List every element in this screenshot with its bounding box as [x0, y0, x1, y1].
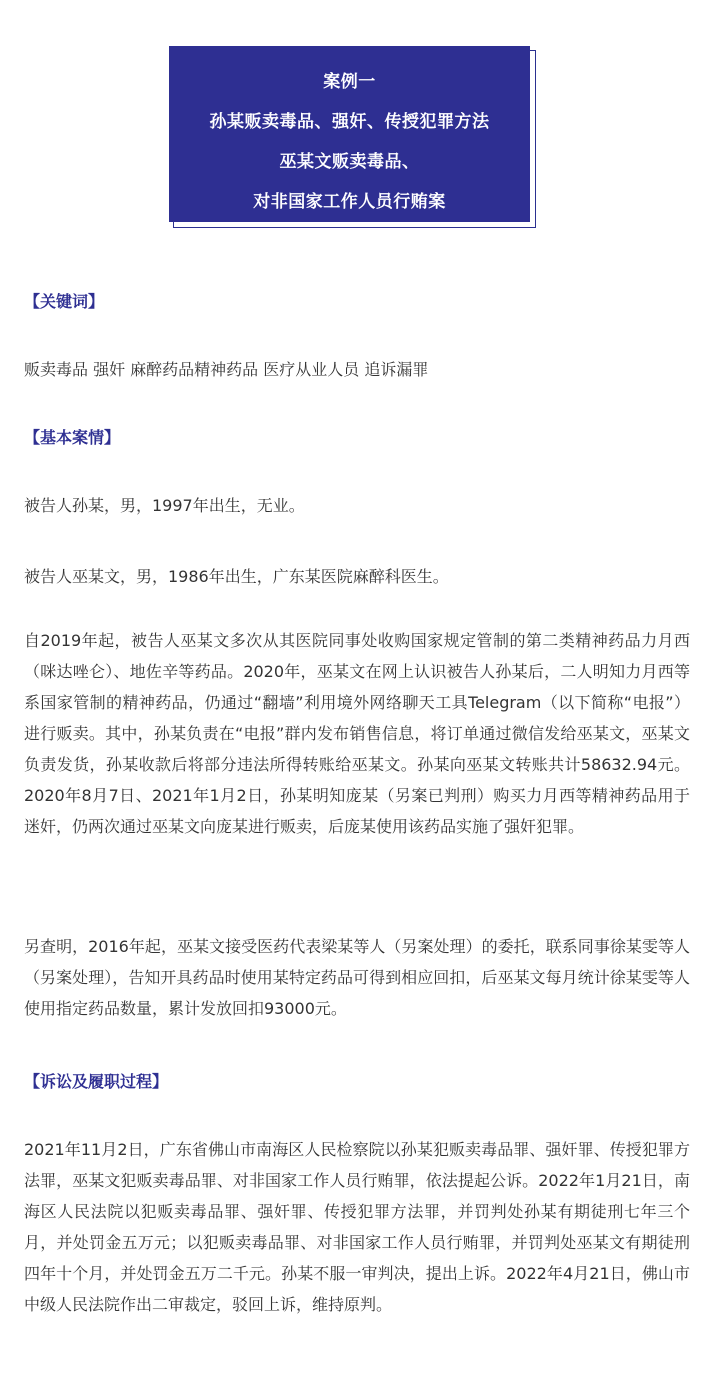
case-title-line-4: 对非国家工作人员行贿案 — [253, 192, 446, 212]
case-title-box — [169, 46, 532, 224]
keywords-text: 贩卖毒品 强奸 麻醉药品精神药品 医疗从业人员 追诉漏罪 — [24, 360, 429, 379]
litigation-paragraph: 2021年11月2日，广东省佛山市南海区人民检察院以孙某犯贩卖毒品罪、强奸罪、传授犯罪方法罪，巫某文犯贩卖毒品罪、对非国家工作人员行贿罪，依法提起公诉。2022年1月21日，南海区人民法院以犯贩卖毒品罪、强奸罪、传授犯罪方法罪，并罚判处孙某有期徒刑七年三个月，并处罚金五万元；以犯贩卖毒品罪、对非国家工作人员行贿罪，并罚判处巫某文有期徒刑四年十个月，并处罚金五万二千元。孙某不服一审判决，提出上诉。2022年4月21日，佛山市中级人民法院作出二审裁定，驳回上诉，维持原判。 — [24, 1140, 690, 1314]
defendant-sun-paragraph: 被告人孙某，男，1997年出生，无业。 — [24, 496, 305, 515]
case-number: 案例一 — [323, 72, 376, 92]
case-title-line-2: 孙某贩卖毒品、强奸、传授犯罪方法 — [209, 112, 490, 132]
litigation-heading: 【诉讼及履职过程】 — [24, 1072, 169, 1091]
basic-facts-heading: 【基本案情】 — [24, 428, 121, 447]
additional-facts-paragraph: 另查明，2016年起，巫某文接受医药代表梁某等人（另案处理）的委托，联系同事徐某雯等人（另案处理），告知开具药品时使用某特定药品可得到相应回扣，后巫某文每月统计徐某雯等人使用指定药品数量，累计发放回扣93000元。 — [24, 937, 690, 1018]
defendant-wu-paragraph: 被告人巫某文，男，1986年出生，广东某医院麻醉科医生。 — [24, 567, 449, 586]
case-title — [169, 46, 530, 222]
case-title-line-3: 巫某文贩卖毒品、 — [279, 152, 420, 172]
keywords-heading: 【关键词】 — [24, 292, 105, 311]
facts-paragraph: 自2019年起，被告人巫某文多次从其医院同事处收购国家规定管制的第二类精神药品力月西（咪达唑仑）、地佐辛等药品。2020年，巫某文在网上认识被告人孙某后，二人明知力月西等系国家管制的精神药品，仍通过“翻墙”利用境外网络聊天工具Telegram（以下简称“电报”）进行贩卖。其中，孙某负责在“电报”群内发布销售信息，将订单通过微信发给巫某文，巫某文负责发货，孙某收款后将部分违法所得转账给巫某文。孙某向巫某文转账共计58632.94元。2020年8月7日、2021年1月2日，孙某明知庞某（另案已判刑）购买力月西等精神药品用于迷奸，仍两次通过巫某文向庞某进行贩卖，后庞某使用该药品实施了强奸犯罪。 — [24, 631, 690, 836]
